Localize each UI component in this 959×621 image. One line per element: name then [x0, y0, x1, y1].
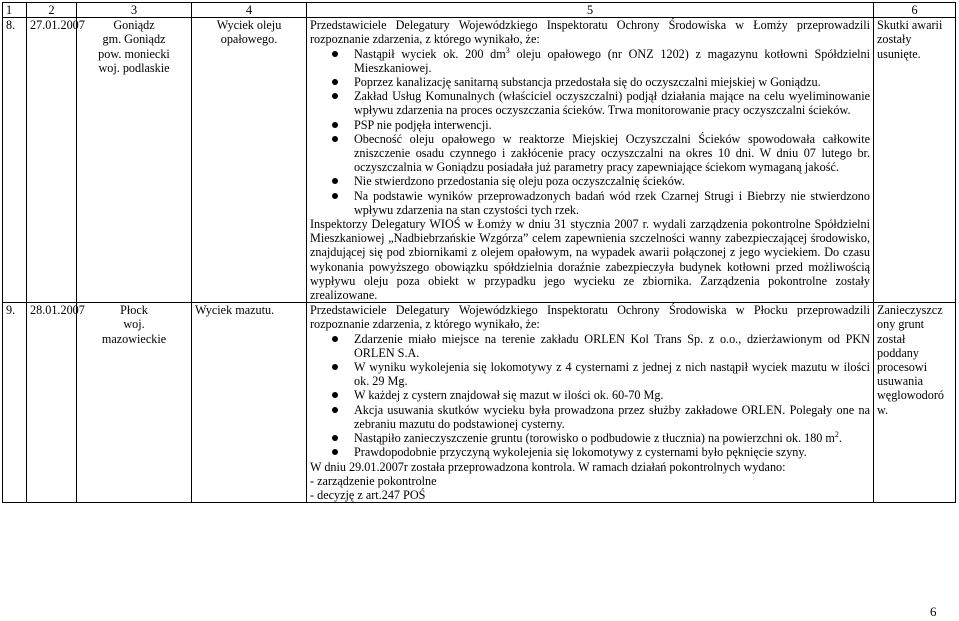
description-bullets	[310, 332, 870, 460]
substance-line: Wyciek mazutu.	[195, 303, 275, 318]
bullet-item: PSP nie podjęła interwencji.	[310, 118, 870, 132]
header-col-5: 5	[307, 3, 874, 18]
row-effects	[874, 303, 956, 503]
substance-line: opałowego.	[220, 32, 278, 47]
closing-line: W dniu 29.01.2007r została przeprowadzona kontrola. W ramach działań pokontrolnych wydano:	[310, 459, 786, 474]
table-row	[3, 18, 956, 303]
row-description	[307, 18, 874, 303]
bullet-item: W wyniku wykolejenia się lokomotywy z 4 cysternami z jednej z nich nastąpił wyciek mazutu w ilości ok. 29 Mg.	[310, 360, 870, 388]
header-col-2: 2	[27, 3, 77, 18]
effects-line: procesowi	[877, 360, 928, 375]
closing-line: - decyzję z art.247 POŚ	[310, 487, 426, 502]
row-place	[77, 18, 192, 303]
bullet-item: Zakład Usług Komunalnych (właściciel oczyszczalni) podjął działania mające na celu wyeliminowanie wpływu zdarzenia na proces oczyszczania ścieków. Trwa monitorowanie pracy oczyszczalni ścieków.	[310, 89, 870, 117]
effects-line: ony grunt	[877, 317, 925, 332]
row-number: 9.	[3, 303, 27, 503]
effects-line: węglowodoró	[877, 388, 945, 403]
effects-line: usuwania	[877, 374, 924, 389]
row-description	[307, 303, 874, 503]
effects-line: Zanieczyszcz	[877, 303, 943, 318]
table-row	[3, 303, 956, 503]
bullet-item: Zdarzenie miało miejsce na terenie zakładu ORLEN Kol Trans Sp. z o.o., dzierżawionym od PKN ORLEN S.A.	[310, 332, 870, 360]
place-line: Goniądz	[113, 18, 155, 33]
closing-line: - zarządzenie pokontrolne	[310, 473, 437, 488]
bullet-item: Nastąpił wyciek ok. 200 $dm^3$ oleju opałowego (nr ONZ 1202) z magazynu kotłowni Spółdzielni Mieszkaniowej.	[310, 47, 870, 75]
description-bullets	[310, 47, 870, 217]
place-line: mazowieckie	[101, 331, 167, 346]
bullet-item: Nastąpiło zanieczyszczenie gruntu (torowisko o podbudowie z tłucznia) na powierzchni ok. 180 $m^2$.	[310, 431, 870, 445]
row-date: 28.01.2007	[27, 303, 77, 503]
header-row	[3, 3, 956, 18]
place-line: pow. moniecki	[98, 46, 170, 61]
row-effects	[874, 18, 956, 303]
incident-table	[2, 2, 956, 503]
bullet-item: Obecność oleju opałowego w reaktorze Miejskiej Oczyszczalni Ścieków spowodowała całkowite zniszczenie osadu czynnego i zakłócenie pracy oczyszczalni na okres 10 dni. W dniu 07 lutego br. oczyszczalnia w Goniądzu posiadała już parametry pracy zapewniające ściekom wymaganą jakość.	[310, 132, 870, 175]
row-number: 8.	[3, 18, 27, 303]
place-line: woj. podlaskie	[98, 60, 170, 75]
header-col-6: 6	[874, 3, 956, 18]
row-date: 27.01.2007	[27, 18, 77, 303]
effects-line: został	[877, 331, 906, 346]
description-closing: Inspektorzy Delegatury WIOŚ w Łomży w dniu 31 stycznia 2007 r. wydali zarządzenia pokontrolne Spółdzielni Mieszkaniowej „Nadbiebrzańskie Wzgórza” celem zapewnienia szczelności wanny zabezpieczającej środowisko, znajdującej się pod zbiornikami z olejem opałowym, na wypadek awarii połączonej z jego wyciekiem. Do czasu wykonania powyższego obowiązku spółdzielnia doraźnie zabezpieczyła budynek kotłowni przed możliwością wypływu oleju poza obiekt w przypadku jego wycieku ze zbiornika. Zarządzenia pokontrolne zostały zrealizowane.	[310, 217, 870, 303]
effects-line: Skutki awarii	[877, 18, 943, 33]
bullet-item: Poprzez kanalizację sanitarną substancja przedostała się do oczyszczalni miejskiej w Goniądzu.	[310, 75, 870, 89]
description-intro: Przedstawiciele Delegatury Wojewódzkiego Inspektoratu Ochrony Środowiska w Płocku przeprowadzili rozpoznanie zdarzenia, z którego wynikało, że:	[310, 303, 870, 332]
substance-line: Wyciek oleju	[216, 18, 282, 33]
bullet-item: Na podstawie wyników przeprowadzonych badań wód rzek Czarnej Strugi i Biebrzy nie stwierdzono wpływu zdarzenia na stan czystości tych rzek.	[310, 189, 870, 217]
row-place	[77, 303, 192, 503]
place-line: woj.	[123, 317, 145, 332]
effects-line: zostały	[877, 32, 912, 47]
effects-line: usunięte.	[877, 46, 921, 61]
place-line: Płock	[120, 303, 148, 318]
page-number: 6	[930, 604, 937, 619]
bullet-item: Prawdopodobnie przyczyną wykolejenia się lokomotywy z cysternami było pęknięcie szyny.	[310, 445, 870, 459]
bullet-item: Nie stwierdzono przedostania się oleju poza oczyszczalnię ścieków.	[310, 174, 870, 188]
row-substance	[192, 18, 307, 303]
header-col-3: 3	[77, 3, 192, 18]
effects-line: poddany	[877, 345, 919, 360]
bullet-item: Akcja usuwania skutków wycieku była prowadzona przez służby zakładowe ORLEN. Polegały one na zebraniu mazutu do podstawionej cysterny.	[310, 403, 870, 431]
header-col-1: 1	[3, 3, 27, 18]
place-line: gm. Goniądz	[102, 32, 166, 47]
description-intro: Przedstawiciele Delegatury Wojewódzkiego Inspektoratu Ochrony Środowiska w Łomży przeprowadzili rozpoznanie zdarzenia, z którego wynikało, że:	[310, 18, 870, 47]
row-substance	[192, 303, 307, 503]
bullet-item: W każdej z cystern znajdował się mazut w ilości ok. 60-70 Mg.	[310, 388, 870, 402]
header-col-4: 4	[192, 3, 307, 18]
effects-line: w.	[877, 402, 889, 417]
